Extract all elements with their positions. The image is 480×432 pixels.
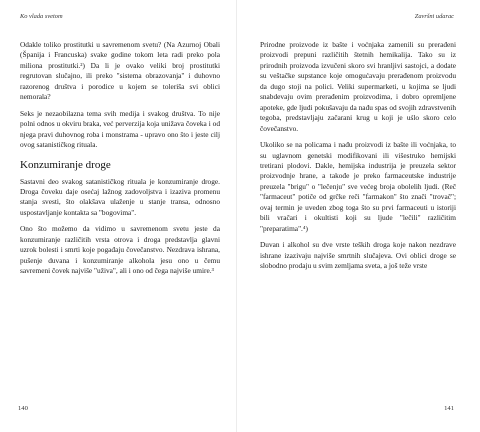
gutter-divider — [236, 0, 237, 432]
left-page-body — [20, 40, 220, 283]
right-page — [240, 0, 472, 432]
page-number-right: 141 — [444, 405, 454, 412]
paragraph: Duvan i alkohol su dve vrste teških droga koje nakon nezdrave ishrane izazivaju najviše smrtnih slučajeva. Ovi oblici droge se slobodno prodaju u svim zemljama sveta, a još teže vrste — [260, 240, 456, 271]
paragraph: Ono što možemo da vidimo u savremenom svetu jeste da konzumiranje različitih vrsta otrova i droga predstavlja glavni uzrok bolesti i smrti koje pogađaju čovečanstvo. Nezdrava ishrana, pušenje duvana i konzumiranje alkohola jesu ono u čemu savremeni čovek najviše "uživa", ali i ono od čega najviše umire.³ — [20, 224, 220, 276]
paragraph: Prirodne proizvode iz bašte i voćnjaka zamenili su prerađeni proizvodi prepuni različitih štetnih hemikalija. Tako su iz prirodnih proizvoda izvučeni skoro svi hranljivi sastojci, a dodate su veštačke supstance koje omogućavaju prerađenom proizvodu da dugo stoji na polici. Veliki supermarketi, u kojima se ljudi snabdevaju ovim prerađenim proizvodima, i dobro opremljene apoteke, gde ljudi pokušavaju da nađu spas od svojih zdravstvenih tegoba, predstavljaju začarani krug u koji je uślo skoro celo čovečanstvo. — [260, 40, 456, 133]
paragraph: Seks je nezaobilazna tema svih medija i svakog društva. To nije polni odnos u okviru braka, već perverzija koja unižava čoveka i od njega pravi duhovnog roba i monstrama - upravo ono što i jeste cilj ovog satanističkog rituala. — [20, 108, 220, 150]
section-heading: Konzumiranje droge — [20, 158, 111, 171]
paragraph: Odakle toliko prostitutki u savremenom svetu? (Na Azurnoj Obali (Španija i Francuska) svake godine tokom leta radi preko pola miliona prostitutki.²) Da li je ovako veliki broj prostitutki regrutovan slučajno, ili preko "sistema obrazovanja" i duhovno razorenog društva i porodice u kojem se toleriša svi oblici nemorala? — [20, 40, 220, 102]
left-page — [0, 0, 232, 432]
page-number-left: 140 — [18, 405, 28, 412]
right-page-body — [260, 40, 456, 278]
running-head-left: Ko vlada svetom — [20, 13, 63, 20]
paragraph: Ukoliko se na policama i nađu proizvodi iz bašte ili voćnjaka, to su uglavnom genetski modifikovani ili višestruko hemijski tretirani plodovi. Dakle, hemijska industrija je preuzela sektor proizvodnje hrane, a takođe je preko farmaceutske industrije preuzela "brigu" o "lečenju" sve većeg broja obolelih ljudi. (Reč "farmaceut" potiče od grčke reči "farmakon" što znači "trovač"; ovaj termin je uveden zbog toga što su prvi farmaceuti u istoriji bili vračari i okultisti koji su ljude "lečili" različitim "preparatima".⁴) — [260, 140, 456, 233]
paragraph: Sastavni deo svakog satanističkog rituala je konzumiranje droge. Droga čoveku daje osećaj lažnog zadovoljstva i izaziva promenu stanja svesti, što olakšava ulaženje u stanje transa, odnosno uspostavljanje kontakta sa "bogovima". — [20, 176, 220, 217]
running-head-right: Završni udarac — [414, 13, 454, 20]
